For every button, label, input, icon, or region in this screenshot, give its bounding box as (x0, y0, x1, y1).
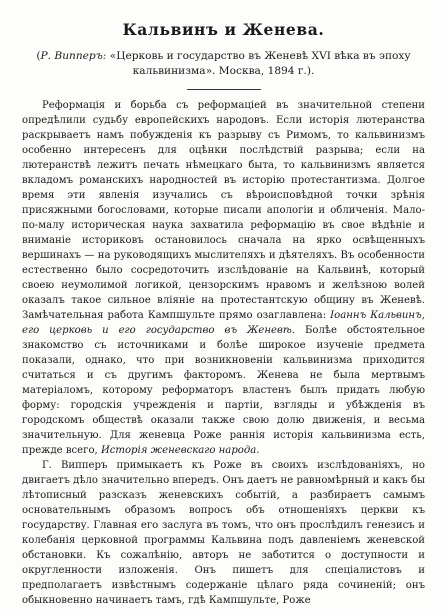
paragraph-2 (22, 458, 425, 608)
source-citation (34, 49, 413, 79)
paragraph-1-text-a: Реформація и борьба съ реформаціей въ значительной степени опредѣлили судьбу европейскихъ народовъ. Если исторія лютеранства раскрываетъ намъ побужденія къ разрыву съ Римомъ, то кальвинизмъ особенно интересенъ для оцѣнки послѣдствій разрыва; если на лютеранствѣ лежитъ печать нѣмецкаго быта, то кальвинизмъ является вкладомъ романскихъ народностей въ исторію протестантизма. Долгое время эти явленія изучались съ вѣроисповѣдной точки зрѣнія присяжными богословами, которые писали апологіи и обличенія. Мало-по-малу историческая наука захватила реформацію въ свое вѣдѣніе и вниманіе историковъ остановилось сначала на ярко освѣщенныхъ вершинахъ — на руководящихъ мыслителяхъ и дѣятеляхъ. Въ особенности естественно было сосредоточить изслѣдованіе на Кальвинѣ, который своею неумолимой логикой, цензорскимъ нравомъ и желѣзною волей оказалъ такое сильное вліяніе на протестантскую общину въ Женевѣ. Замѣчательная работа Кампшульте прямо озаглавлена: (22, 100, 425, 321)
paragraph-1-text-b: Болѣе обстоятельное знакомство съ источниками и болѣе широкое изученіе предмета показали, однако, что при возникновеніи кальвинизма приходится считаться и съ другимъ факторомъ. Женева не была мертвымъ матеріаломъ, которому реформаторъ властенъ былъ придать любую форму: городскія учрежденія и партіи, взгляды и убѣжденія въ городскомъ обществѣ оказали также свою долю движенія, и весьма значительную. Для женевца Роже раннія исторія кальвинизма есть, прежде всего, (22, 325, 425, 456)
paragraph-1-italic-history: Исторія женевскаго народа. (100, 445, 260, 456)
paragraph-1-italic-title: Іоаннъ Кальвинъ, его церковь и его государство въ Женевѣ. (22, 310, 425, 336)
paragraph-1 (22, 98, 425, 458)
divider-rule (187, 89, 261, 90)
citation-work: «Церковь и государство въ Женевѣ XVI вѣка въ эпоху кальвинизма». Москва, 1894 г.). (106, 50, 411, 77)
citation-author: Р. Випперъ: (40, 50, 107, 62)
paragraph-2-text: Г. Випперъ примыкаетъ къ Роже въ своихъ изслѣдованіяхъ, но двигаетъ дѣло значительно впередъ. Онъ даетъ не равномѣрный и какъ бы лѣтописный разсказъ женевскихъ событій, а разбираетъ самымъ основательнымъ образомъ вопросъ объ отношеніяхъ церкви къ государству. Главная его заслуга въ томъ, что онъ прослѣдилъ генезисъ и колебанія церковной программы Кальвина подъ давленіемъ женевской обстановки. Къ сожалѣнію, авторъ не заботится о доступности и округленности изложенія. Онъ пишетъ для спеціалистовъ и предполагаетъ извѣстнымъ содержаніе цѣлаго ряда сочиненій; онъ обыкновенно начинаетъ тамъ, гдѣ Кампшульте, Роже (22, 460, 425, 606)
article-title: Кальвинъ и Женева. (122, 20, 325, 39)
citation-open-paren: ( (36, 50, 41, 62)
